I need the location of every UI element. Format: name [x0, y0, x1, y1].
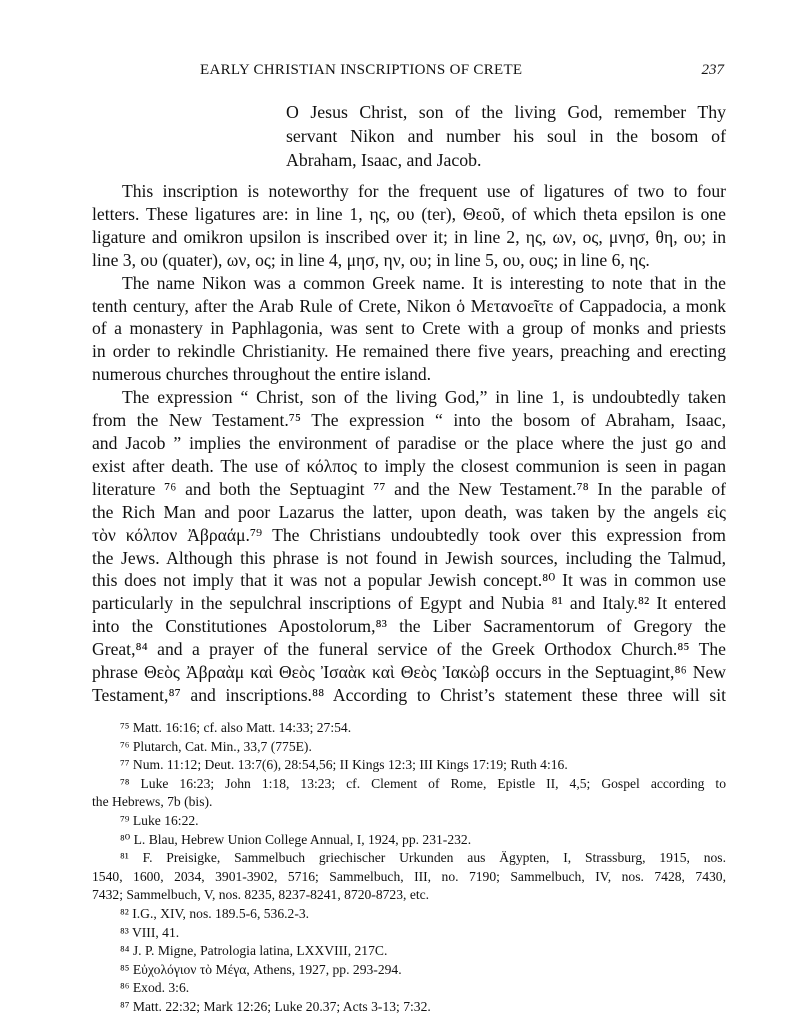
body-line: Testament,⁸⁷ and inscriptions.⁸⁸ According to Christ’s statement these three will sit [92, 684, 726, 705]
body-line: exist after death. The use of κόλπος to imply the closest communion is seen in pagan [92, 455, 726, 476]
footnote: ⁸⁶ Exod. 3:6. [120, 980, 190, 996]
body-line: into the Constitutiones Apostolorum,⁸³ the Liber Sacramentorum of Gregory the [92, 616, 726, 637]
footnotes [92, 719, 726, 1017]
body-line: letters. These ligatures are: in line 1, ης, ου (ter), Θεοῦ, of which theta epsilon is one [92, 203, 726, 224]
footnote: ⁸⁵ Εὐχολόγιον τὸ Μέγα, Athens, 1927, pp. 293-294. [120, 961, 402, 977]
body-text [92, 180, 726, 707]
body-line: numerous churches throughout the entire island. [92, 364, 432, 385]
body-line: and Jacob ” implies the environment of paradise or the place where the just go and [92, 432, 726, 453]
footnote: ⁸⁰ L. Blau, Hebrew Union College Annual, I, 1924, pp. 231-232. [120, 831, 472, 847]
footnote: ⁸² I.G., XIV, nos. 189.5-6, 536.2-3. [120, 905, 310, 921]
footnote: ⁷⁶ Plutarch, Cat. Min., 33,7 (775E). [120, 738, 312, 754]
footnote: ⁷⁸ Luke 16:23; John 1:18, 13:23; cf. Clement of Rome, Epistle II, 4,5; Gospel according to [120, 775, 726, 791]
body-line: literature ⁷⁶ and both the Septuagint ⁷⁷ and the New Testament.⁷⁸ In the parable of [92, 478, 726, 499]
body-line: line 3, ου (quater), ων, ος; in line 4, μησ, ην, ου; in line 5, ου, ους; in line 6, ης. [92, 249, 650, 270]
body-line: particularly in the sepulchral inscriptions of Egypt and Nubia ⁸¹ and Italy.⁸² It entered [92, 593, 726, 614]
quote-line: O Jesus Christ, son of the living God, remember Thy [286, 102, 726, 122]
footnote: ⁷⁵ Matt. 16:16; cf. also Matt. 14:33; 27:54. [120, 720, 352, 735]
body-line: This inscription is noteworthy for the frequent use of ligatures of two to four [122, 181, 726, 201]
body-line: of a monastery in Paphlagonia, was sent to Crete with a group of monks and priests [92, 318, 726, 339]
footnote: ⁸³ VIII, 41. [120, 924, 180, 940]
body-line: The name Nikon was a common Greek name. It is interesting to note that in the [122, 272, 726, 293]
footnote: ⁷⁹ Luke 16:22. [120, 812, 199, 828]
footnote-continuation: 7432; Sammelbuch, V, nos. 8235, 8237-8241, 8720-8723, etc. [92, 887, 430, 903]
body-line: the Rich Man and poor Lazarus the latter, upon death, was taken by the angels εἰς [92, 501, 726, 522]
body-line: ligature and omikron upsilon is inscribed over it; in line 2, ης, ων, ος, μνησ, θη, ου; in [92, 226, 726, 247]
body-line: The expression “ Christ, son of the living God,” in line 1, is undoubtedly taken [122, 387, 726, 408]
page-header [92, 62, 724, 86]
running-title: EARLY CHRISTIAN INSCRIPTIONS OF CRETE [200, 62, 523, 78]
body-line: phrase Θεὸς Ἀβραὰμ καὶ Θεὸς Ἰσαὰκ καὶ Θεὸς Ἰακὼβ occurs in the Septuagint,⁸⁶ New [92, 662, 726, 683]
inscription-translation [286, 100, 726, 172]
body-line: in order to rekindle Christianity. He remained there five years, preaching and erecting [92, 341, 726, 362]
quote-line: servant Nikon and number his soul in the bosom of [286, 126, 726, 146]
footnote: ⁸¹ F. Preisigke, Sammelbuch griechischer Urkunden aus Ägypten, I, Strassburg, 1915, nos. [120, 850, 726, 866]
body-line: tenth century, after the Arab Rule of Crete, Nikon ὁ Μετανοεῖτε of Cappadocia, a monk [92, 295, 726, 316]
footnote: ⁸⁴ J. P. Migne, Patrologia latina, LXXVIII, 217C. [120, 943, 388, 959]
body-line: the Jews. Although this phrase is not found in Jewish sources, including the Talmud, [92, 547, 726, 568]
body-line: Great,⁸⁴ and a prayer of the funeral service of the Greek Orthodox Church.⁸⁵ The [92, 639, 726, 660]
page-number: 237 [701, 62, 724, 78]
quote-line: Abraham, Isaac, and Jacob. [286, 150, 482, 170]
footnote-continuation: 1540, 1600, 2034, 3901-3902, 5716; Sammelbuch, III, no. 7190; Sammelbuch, IV, nos. 7428, 7430, [92, 868, 726, 884]
body-line: τὸν κόλπον Ἀβραάμ.⁷⁹ The Christians undoubtedly took over this expression from [92, 524, 726, 545]
body-line: from the New Testament.⁷⁵ The expression “ into the bosom of Abraham, Isaac, [92, 410, 726, 431]
body-line: this does not imply that it was not a popular Jewish concept.⁸⁰ It was in common use [92, 570, 726, 591]
footnote: ⁷⁷ Num. 11:12; Deut. 13:7(6), 28:54,56; II Kings 12:3; III Kings 17:19; Ruth 4:16. [120, 757, 568, 773]
footnote-continuation: the Hebrews, 7b (bis). [92, 794, 213, 810]
footnote: ⁸⁷ Matt. 22:32; Mark 12:26; Luke 20.37; Acts 3-13; 7:32. [120, 998, 431, 1014]
